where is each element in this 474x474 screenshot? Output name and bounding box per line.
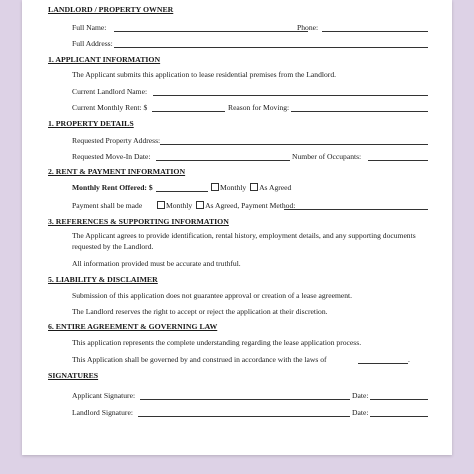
payment-monthly-checkbox[interactable] xyxy=(157,201,165,209)
applicant-signature-field[interactable] xyxy=(140,399,350,400)
section-heading-rent: 2. RENT & PAYMENT INFORMATION xyxy=(48,167,186,176)
section-heading-agreement: 6. ENTIRE AGREEMENT & GOVERNING LAW xyxy=(48,322,218,331)
applicant-signature-label: Applicant Signature: xyxy=(72,391,136,400)
landlord-signature-row xyxy=(22,407,452,419)
phone-label: Phone: xyxy=(297,23,319,32)
monthly-checkbox[interactable] xyxy=(211,183,219,191)
payment-method-row xyxy=(22,200,452,212)
occupants-label: Number of Occupants: xyxy=(292,152,362,161)
current-landlord-row xyxy=(22,86,452,98)
full-name-label: Full Name: xyxy=(72,23,107,32)
as-agreed-label: As Agreed xyxy=(259,183,292,192)
section-heading-applicant: 1. APPLICANT INFORMATION xyxy=(48,55,161,64)
as-agreed-checkbox[interactable] xyxy=(250,183,258,191)
agreement-paragraph-1: This application represents the complete understanding regarding the lease application process. xyxy=(72,338,362,347)
monthly-label: Monthly xyxy=(220,183,247,192)
agreement-paragraph-2: This Application shall be governed by and construed in accordance with the laws of . xyxy=(72,355,410,364)
applicant-signature-row xyxy=(22,390,452,402)
landlord-date-label: Date: xyxy=(352,408,369,417)
payment-method-label: As Agreed, Payment Method: xyxy=(205,201,296,210)
move-in-field[interactable] xyxy=(156,160,290,161)
current-landlord-label: Current Landlord Name: xyxy=(72,87,148,96)
governing-law-field[interactable] xyxy=(358,363,408,364)
property-address-field[interactable] xyxy=(160,144,428,145)
property-address-label: Requested Property Address: xyxy=(72,136,161,145)
applicant-intro: The Applicant submits this application to lease residential premises from the Landlord. xyxy=(72,70,337,79)
payment-made-label: Payment shall be made xyxy=(72,201,143,210)
rent-offered-label: Monthly Rent Offered: $ xyxy=(72,183,153,192)
rent-offered-row xyxy=(22,182,452,194)
phone-field[interactable] xyxy=(322,31,428,32)
rent-offered-field[interactable] xyxy=(156,191,208,192)
section-heading-references: 3. REFERENCES & SUPPORTING INFORMATION xyxy=(48,217,229,226)
owner-address-row xyxy=(22,38,452,50)
occupants-field[interactable] xyxy=(368,160,428,161)
current-rent-field[interactable] xyxy=(152,111,225,112)
references-paragraph-2: All information provided must be accurate and truthful. xyxy=(72,259,241,268)
section-heading-signatures: SIGNATURES xyxy=(48,371,99,380)
full-name-field[interactable] xyxy=(114,31,308,32)
landlord-signature-field[interactable] xyxy=(138,416,350,417)
section-heading-property: 1. PROPERTY DETAILS xyxy=(48,119,134,128)
payment-monthly-label: Monthly xyxy=(166,201,193,210)
section-heading-liability: 5. LIABILITY & DISCLAIMER xyxy=(48,275,158,284)
reason-label: Reason for Moving: xyxy=(228,103,290,112)
move-in-row xyxy=(22,151,452,163)
references-paragraph-1: The Applicant agrees to provide identification, rental history, employment details, and any supporting documents requested by the Landlord. xyxy=(72,231,416,251)
document-page xyxy=(22,0,452,455)
full-address-field[interactable] xyxy=(114,47,428,48)
current-rent-row xyxy=(22,102,452,114)
move-in-label: Requested Move-In Date: xyxy=(72,152,151,161)
liability-paragraph-2: The Landlord reserves the right to accept or reject the application at their discretion. xyxy=(72,307,328,316)
section-heading-owner: LANDLORD / PROPERTY OWNER xyxy=(48,5,174,14)
landlord-signature-label: Landlord Signature: xyxy=(72,408,133,417)
current-landlord-field[interactable] xyxy=(153,95,428,96)
property-address-row xyxy=(22,135,452,147)
current-rent-label: Current Monthly Rent: $ xyxy=(72,103,148,112)
landlord-date-field[interactable] xyxy=(370,416,428,417)
owner-full-name-row xyxy=(22,22,452,34)
applicant-date-label: Date: xyxy=(352,391,369,400)
full-address-label: Full Address: xyxy=(72,39,113,48)
applicant-date-field[interactable] xyxy=(370,399,428,400)
liability-paragraph-1: Submission of this application does not guarantee approval or creation of a lease agreement. xyxy=(72,291,353,300)
payment-method-field[interactable] xyxy=(284,209,428,210)
payment-as-agreed-checkbox[interactable] xyxy=(196,201,204,209)
reason-field[interactable] xyxy=(291,111,428,112)
